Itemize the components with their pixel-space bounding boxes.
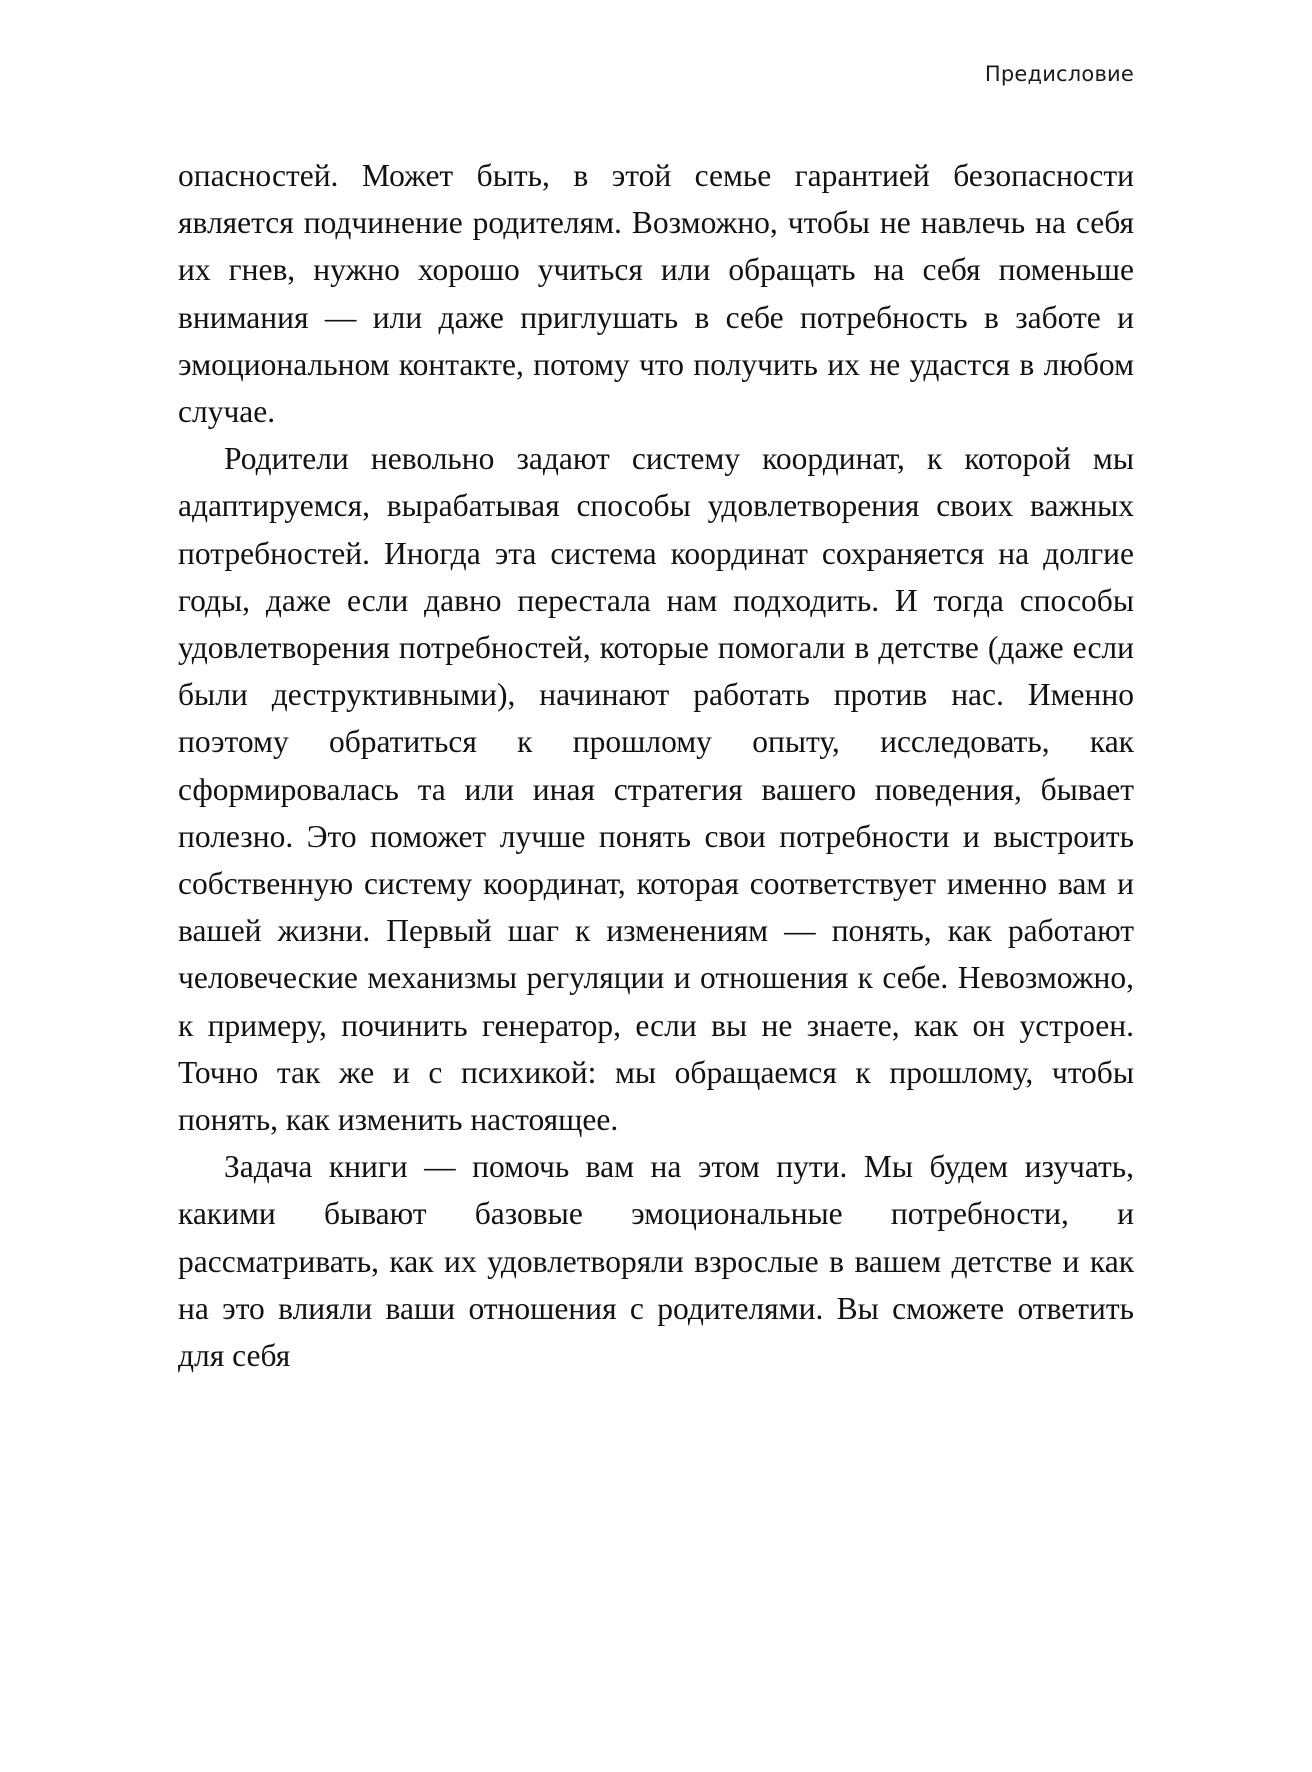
paragraph-coordinates: Родители невольно задают систему координат, к которой мы адаптируемся, вырабатывая способы удовлетворения своих важных потребностей. Иногда эта система координат сохраняется на долгие годы, даже если давно перестала нам подходить. И тогда способы удовлетворения потребностей, которые помогали в детстве (даже если были деструктивными), начинают работать против нас. Именно поэтому обратиться к прошлому опыту, исследовать, как сформировалась та или иная стратегия вашего поведения, бывает полезно. Это поможет лучше понять свои потребности и выстроить собственную систему координат, которая соответствует именно вам и вашей жизни. Первый шаг к изменениям — понять, как работают человеческие механизмы регуляции и отношения к себе. Невозможно, к примеру, починить генератор, если вы не знаете, как он устроен. Точно так же и с психикой: мы обращаемся к прошлому, чтобы понять, как изменить настоящее. bbox=[178, 441, 1134, 1138]
paragraph-continued: опасностей. Может быть, в этой семье гарантией безопасности является подчинение родителям. Возможно, чтобы не навлечь на себя их гнев, нужно хорошо учиться или обращать на себя поменьше внимания — или даже приглушать в себе потребность в заботе и эмоциональном контакте, потому что получить их не удастся в любом случае. bbox=[178, 158, 1134, 430]
body-text-column bbox=[178, 152, 1134, 1379]
paragraph-task: Задача книги — помочь вам на этом пути. Мы будем изучать, какими бывают базовые эмоциональные потребности, и рассматривать, как их удовлетворяли взрослые в вашем детстве и как на это влияли ваши отношения с родителями. Вы сможете ответить для себя bbox=[178, 1149, 1134, 1374]
running-head: Предисловие bbox=[984, 62, 1134, 86]
